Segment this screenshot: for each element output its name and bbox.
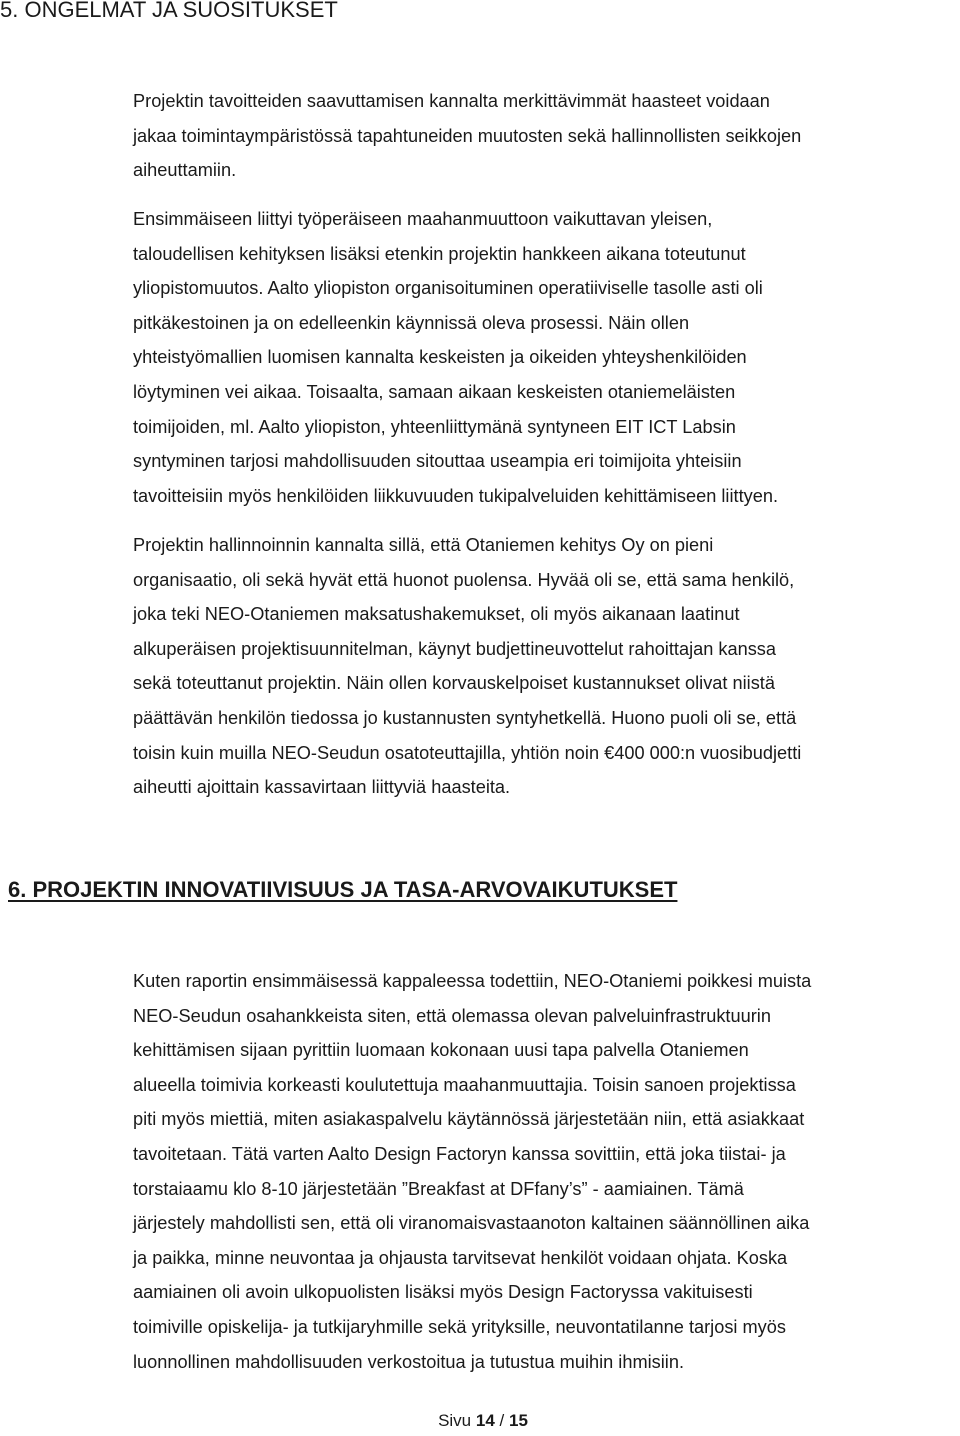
text-line: syntyminen tarjosi mahdollisuuden sitouttaa useampia eri toimijoita yhteisiin (133, 451, 742, 472)
section-6-heading: 6. PROJEKTIN INNOVATIIVISUUS JA TASA-ARVOVAIKUTUKSET (8, 877, 678, 902)
text-line: Ensimmäiseen liittyi työperäiseen maahanmuuttoon vaikuttavan yleisen, (133, 209, 713, 229)
text-line: Kuten raportin ensimmäisessä kappaleessa todettiin, NEO-Otaniemi poikkesi muista (133, 971, 812, 991)
text-line: sekä toteuttanut projektin. Näin ollen korvauskelpoiset kustannukset olivat niistä (133, 673, 775, 694)
text-line: tavoitetaan. Tätä varten Aalto Design Factoryn kanssa sovittiin, että joka tiistai- ja (133, 1143, 786, 1164)
text-line: NEO-Seudun osahankkeista siten, että olemassa olevan palveluinfrastruktuurin (133, 1005, 771, 1026)
text-line: päättävän henkilön tiedossa jo kustannusten syntyhetkellä. Huono puoli oli se, että (133, 707, 797, 728)
page-footer (0, 1409, 960, 1433)
text-line: Projektin hallinnoinnin kannalta sillä, että Otaniemen kehitys Oy on pieni (133, 535, 714, 555)
text-line: piti myös miettiä, miten asiakaspalvelu käytännössä järjestetään niin, että asiakkaat (133, 1109, 805, 1130)
text-line: Projektin tavoitteiden saavuttamisen kannalta merkittävimmät haasteet voidaan (133, 91, 770, 111)
section-5-paragraph-2 (133, 202, 953, 513)
text-line: toimiville opiskelija- ja tutkijaryhmille sekä yrityksille, neuvontatilanne tarjosi myös (133, 1316, 786, 1337)
text-line: jakaa toimintaympäristössä tapahtuneiden muutosten sekä hallinnollisten seikkojen (133, 125, 802, 146)
text-line: toimijoiden, ml. Aalto yliopiston, yhteenliittymänä syntyneen EIT ICT Labsin (133, 416, 736, 437)
page-separator: / (499, 1411, 505, 1430)
text-line: ja paikka, minne neuvontaa ja ohjausta tarvitsevat henkilöt voidaan ohjata. Koska (133, 1247, 788, 1268)
text-line: aamiainen oli avoin ulkopuolisten lisäksi myös Design Factoryssa vakituisesti (133, 1282, 753, 1303)
page-total: 15 (509, 1411, 528, 1430)
text-line: taloudellisen kehityksen lisäksi etenkin projektin hankkeen aikana toteutunut (133, 243, 746, 264)
text-line: toisin kuin muilla NEO-Seudun osatoteuttajilla, yhtiön noin €400 000:n vuosibudjetti (133, 742, 802, 763)
text-line: järjestely mahdollisti sen, että oli viranomaisvastaanoton kaltainen säännöllinen aika (133, 1213, 810, 1234)
section-5-paragraph-1 (133, 84, 953, 188)
text-line: tavoitteisiin myös henkilöiden liikkuvuuden tukipalveluiden kehittämiseen liittyen. (133, 485, 778, 506)
text-line: pitkäkestoinen ja on edelleenkin käynnissä oleva prosessi. Näin ollen (133, 312, 690, 333)
section-5-paragraph-3 (133, 528, 953, 805)
text-line: kehittämisen sijaan pyrittiin luomaan kokonaan uusi tapa palvella Otaniemen (133, 1040, 749, 1061)
text-line: joka teki NEO-Otaniemen maksatushakemukset, oli myös aikanaan laatinut (133, 604, 740, 625)
text-line: yhteistyömallien luomisen kannalta keskeisten ja oikeiden yhteyshenkilöiden (133, 347, 747, 368)
text-line: aiheuttamiin. (133, 160, 237, 181)
section-6-paragraph-1 (133, 964, 953, 1379)
section-5-heading: 5. ONGELMAT JA SUOSITUKSET (0, 0, 338, 22)
text-line: luonnollinen mahdollisuuden verkostoitua ja tutustua muihin ihmisiin. (133, 1351, 684, 1372)
text-line: alueella toimivia korkeasti koulutettuja maahanmuuttajia. Toisin sanoen projektissa (133, 1074, 796, 1095)
text-line: yliopistomuutos. Aalto yliopiston organisoituminen operatiiviselle tasolle asti oli (133, 278, 763, 299)
text-line: löytyminen vei aikaa. Toisaalta, samaan aikaan keskeisten otaniemeläisten (133, 381, 736, 402)
text-line: torstaiaamu klo 8-10 järjestetään ”Breakfast at DFfany’s” - aamiainen. Tämä (133, 1178, 744, 1199)
text-line: aiheutti ajoittain kassavirtaan liittyviä haasteita. (133, 777, 511, 798)
text-line: organisaatio, oli sekä hyvät että huonot puolensa. Hyvää oli se, että sama henkilö, (133, 569, 795, 590)
page-current: 14 (475, 1411, 495, 1430)
text-line: alkuperäisen projektisuunnitelman, käynyt budjettineuvottelut rahoittajan kanssa (133, 638, 777, 659)
page-label: Sivu (438, 1411, 472, 1430)
